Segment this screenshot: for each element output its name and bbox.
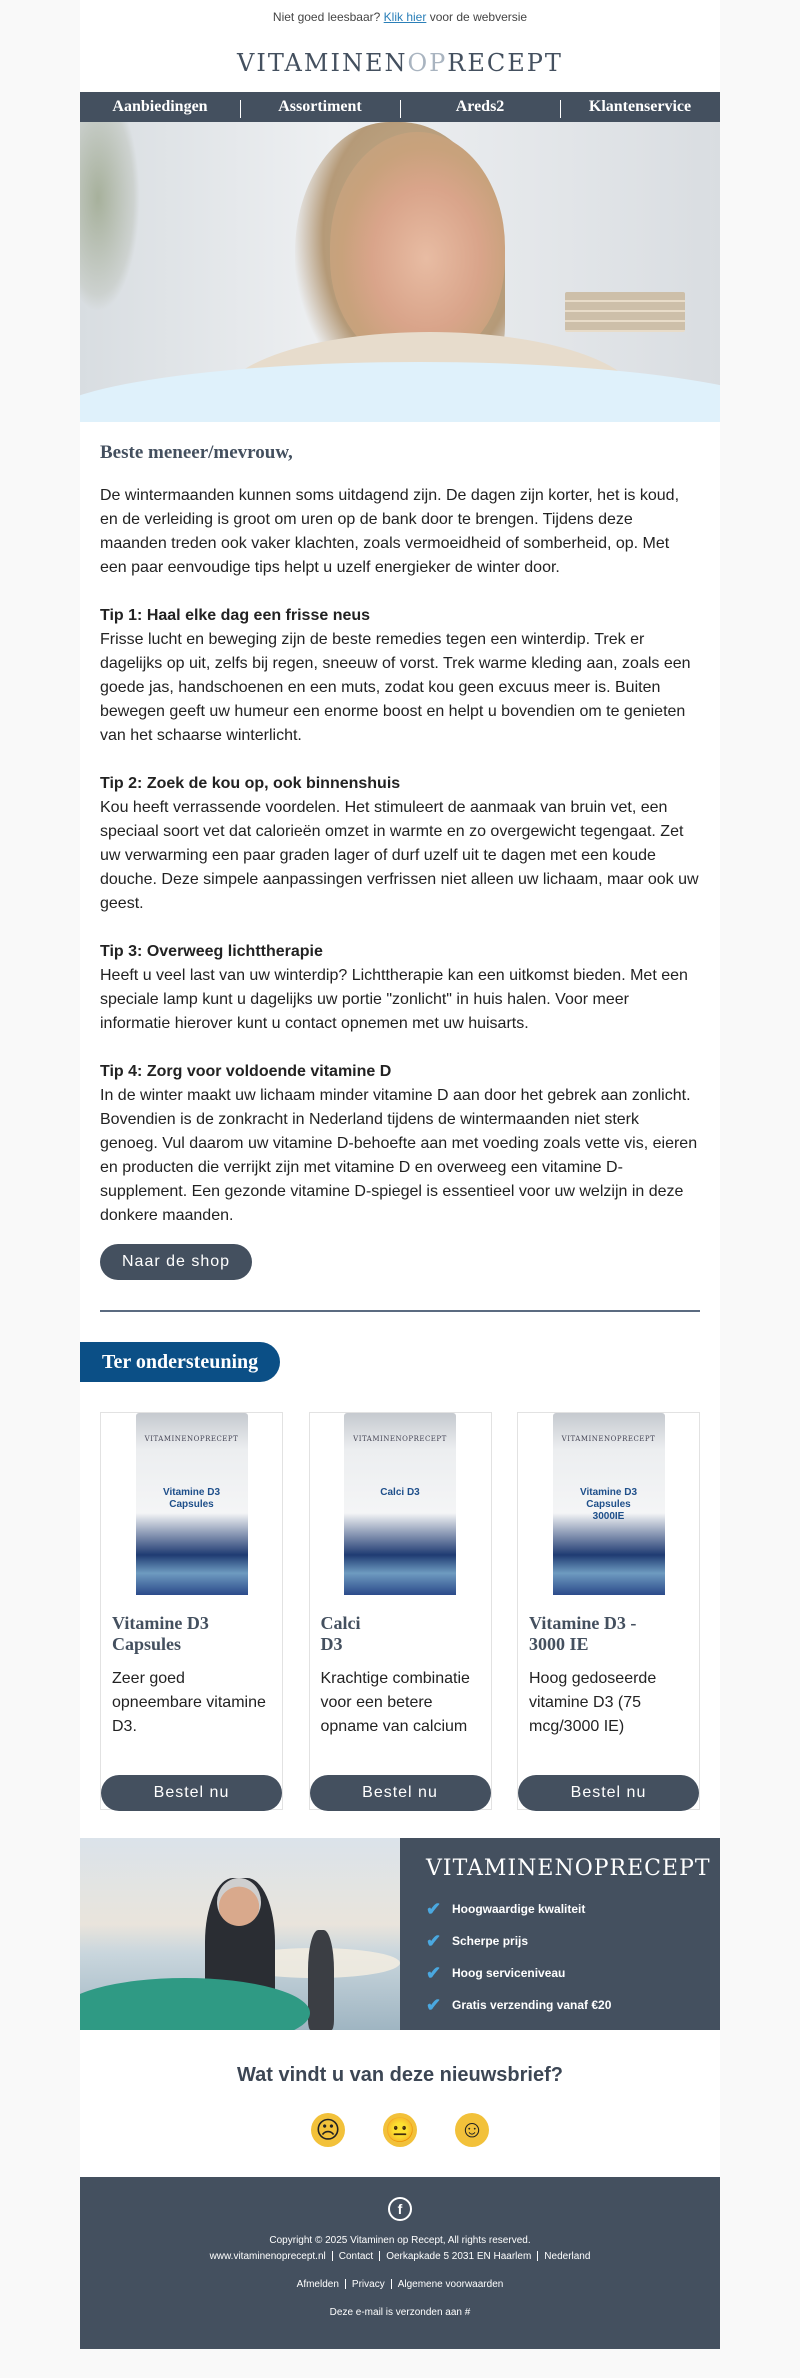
order-button[interactable]: Bestel nu: [518, 1775, 699, 1811]
tip-2: [100, 772, 700, 916]
footer: [80, 2177, 720, 2349]
check-icon: ✔: [426, 1898, 442, 1919]
banner-photo: [80, 1838, 400, 2030]
happy-face-icon[interactable]: ☺: [455, 2113, 489, 2147]
unsubscribe-link[interactable]: Afmelden: [296, 2279, 339, 2290]
hero-books: [565, 292, 685, 332]
feedback-title: Wat vindt u van deze nieuwsbrief?: [237, 2064, 563, 2086]
usp-item: ✔ Hoog serviceniveau: [426, 1962, 566, 1983]
tip-text: In de winter maakt uw lichaam minder vitamine D aan door het gebrek aan zonlicht. Bovendien is de zonkracht in Nederland tijdens de wintermaanden niet sterk genoeg. Vul daarom uw vitamine D-behoefte aan met voeding zoals vette vis, eieren en producten die verrijkt zijn met vitamine D en overweeg een vitamine D-supplement. Een gezonde vitamine D-spiegel is essentieel voor uw welzijn in deze donkere maanden.: [100, 1087, 698, 1224]
email-container: [80, 0, 720, 2349]
product-title[interactable]: Vitamine D3 - 3000 IE: [529, 1613, 637, 1654]
neutral-face-icon[interactable]: 😐: [383, 2113, 417, 2147]
product-image[interactable]: VITAMINENOPRECEPT Vitamine D3 Capsules 3000IE: [553, 1413, 665, 1595]
tip-4: [100, 1060, 700, 1228]
article-content: [80, 422, 720, 1312]
hero-face: [330, 132, 505, 362]
tip-title: Tip 3: Overweeg lichttherapie: [100, 943, 323, 960]
hero-wave: [80, 362, 720, 422]
nav-item-klantenservice[interactable]: Klantenservice: [560, 98, 720, 116]
banner-info: [400, 1838, 720, 2030]
pre-header: [80, 0, 720, 34]
banner-logo: VITAMINENOPRECEPT: [426, 1856, 711, 1881]
tip-text: Frisse lucht en beweging zijn de beste remedies tegen een winterdip. Trek er dagelijks op uit, zelfs bij regen, sneeuw of vorst. Trek warme kleding aan, zoals een goede jas, handschoenen en een muts, zodat kou geen excuus meer is. Buiten bewegen geeft uw humeur een enorme boost en helpt u bovendien om te genieten van het schaarse winterlicht.: [100, 631, 691, 744]
copyright: Copyright © 2025 Vitaminen op Recept, All rights reserved.: [269, 2235, 531, 2246]
product-list: [80, 1382, 720, 1838]
nav-item-areds2[interactable]: Areds2: [400, 98, 560, 116]
footer-links: [80, 2277, 720, 2293]
contact-link[interactable]: Contact: [338, 2251, 374, 2262]
section-title-support: Ter ondersteuning: [80, 1342, 280, 1382]
product-description: Hoog gedoseerde vitamine D3 (75 mcg/3000 IE): [529, 1670, 657, 1735]
check-icon: ✔: [426, 1994, 442, 2015]
check-icon: ✔: [426, 1962, 442, 1983]
tip-title: Tip 4: Zorg voor voldoende vitamine D: [100, 1063, 392, 1080]
product-card: [517, 1412, 700, 1810]
usp-item: ✔ Gratis verzending vanaf €20: [426, 1994, 612, 2015]
preheader-text: Niet goed leesbaar?: [272, 10, 381, 24]
tip-1: [100, 604, 700, 748]
product-title[interactable]: Calci D3: [320, 1613, 361, 1654]
shop-button[interactable]: Naar de shop: [100, 1244, 252, 1280]
tip-text: Heeft u veel last van uw winterdip? Lichttherapie kan een uitkomst bieden. Met een speciale lamp kunt u dagelijks uw portie "zonlicht" in huis halen. Voor meer informatie hierover kunt u contact opnemen met uw huisarts.: [100, 967, 688, 1032]
product-card: [309, 1412, 492, 1810]
main-nav: [80, 92, 720, 122]
feedback-options: [80, 2113, 720, 2147]
greeting: Beste meneer/mevrouw,: [100, 442, 293, 463]
webversion-link[interactable]: Klik hier: [383, 10, 427, 24]
country: Nederland: [544, 2251, 591, 2262]
intro-paragraph: De wintermaanden kunnen soms uitdagend zijn. De dagen zijn korter, het is koud, en de verleiding is groot om uren op de bank door te brengen. Tijdens deze maanden treden ook vaker klachten, zoals vermoeidheid of somberheid, op. Met een paar eenvoudige tips helpt u uzelf energieker de winter door.: [100, 487, 680, 576]
sent-to-notice: Deze e-mail is verzonden aan #: [329, 2307, 471, 2318]
product-description: Zeer goed opneembare vitamine D3.: [112, 1670, 266, 1735]
check-icon: ✔: [426, 1930, 442, 1951]
product-image[interactable]: VITAMINENOPRECEPT Calci D3: [344, 1413, 456, 1595]
usp-banner: [80, 1838, 720, 2030]
order-button[interactable]: Bestel nu: [310, 1775, 491, 1811]
tip-title: Tip 2: Zoek de kou op, ook binnenshuis: [100, 775, 401, 792]
nav-item-aanbiedingen[interactable]: Aanbiedingen: [112, 98, 208, 115]
usp-item: ✔ Scherpe prijs: [426, 1930, 529, 1951]
street-address: Oerkapkade 5 2031 EN Haarlem: [386, 2251, 532, 2262]
section-divider: [100, 1310, 700, 1312]
surfboard: [80, 1978, 310, 2030]
tip-title: Tip 1: Haal elke dag een frisse neus: [100, 607, 371, 624]
hero-image: [80, 122, 720, 422]
nav-item-assortiment[interactable]: Assortiment: [240, 98, 400, 116]
logo-row: [80, 34, 720, 92]
brand-logo[interactable]: VITAMINENOPRECEPT: [237, 49, 563, 77]
product-card: [100, 1412, 283, 1810]
sad-face-icon[interactable]: ☹: [311, 2113, 345, 2147]
tip-text: Kou heeft verrassende voordelen. Het stimuleert de aanmaak van bruin vet, een speciaal soort vet dat calorieën omzet in warmte en zo overgewicht tegengaat. Zet uw verwarming een paar graden lager of durf uzelf uit te dagen met een koude douche. Deze simpele aanpassingen verfrissen niet alleen uw lichaam, maar ook uw geest.: [100, 799, 699, 912]
usp-item: ✔ Hoogwaardige kwaliteit: [426, 1898, 586, 1919]
product-image[interactable]: VITAMINENOPRECEPT Vitamine D3 Capsules: [136, 1413, 248, 1595]
hero-plant: [80, 122, 140, 312]
terms-link[interactable]: Algemene voorwaarden: [397, 2279, 504, 2290]
tip-3: [100, 940, 700, 1036]
product-description: Krachtige combinatie voor een betere opname van calcium: [320, 1670, 470, 1735]
product-title[interactable]: Vitamine D3 Capsules: [112, 1613, 209, 1654]
facebook-icon[interactable]: f: [388, 2197, 412, 2221]
website-link[interactable]: www.vitaminenoprecept.nl: [209, 2251, 326, 2262]
preheader-suffix: voor de webversie: [429, 10, 528, 24]
address-line: [80, 2249, 720, 2265]
feedback-section: [80, 2030, 720, 2177]
privacy-link[interactable]: Privacy: [351, 2279, 385, 2290]
order-button[interactable]: Bestel nu: [101, 1775, 282, 1811]
